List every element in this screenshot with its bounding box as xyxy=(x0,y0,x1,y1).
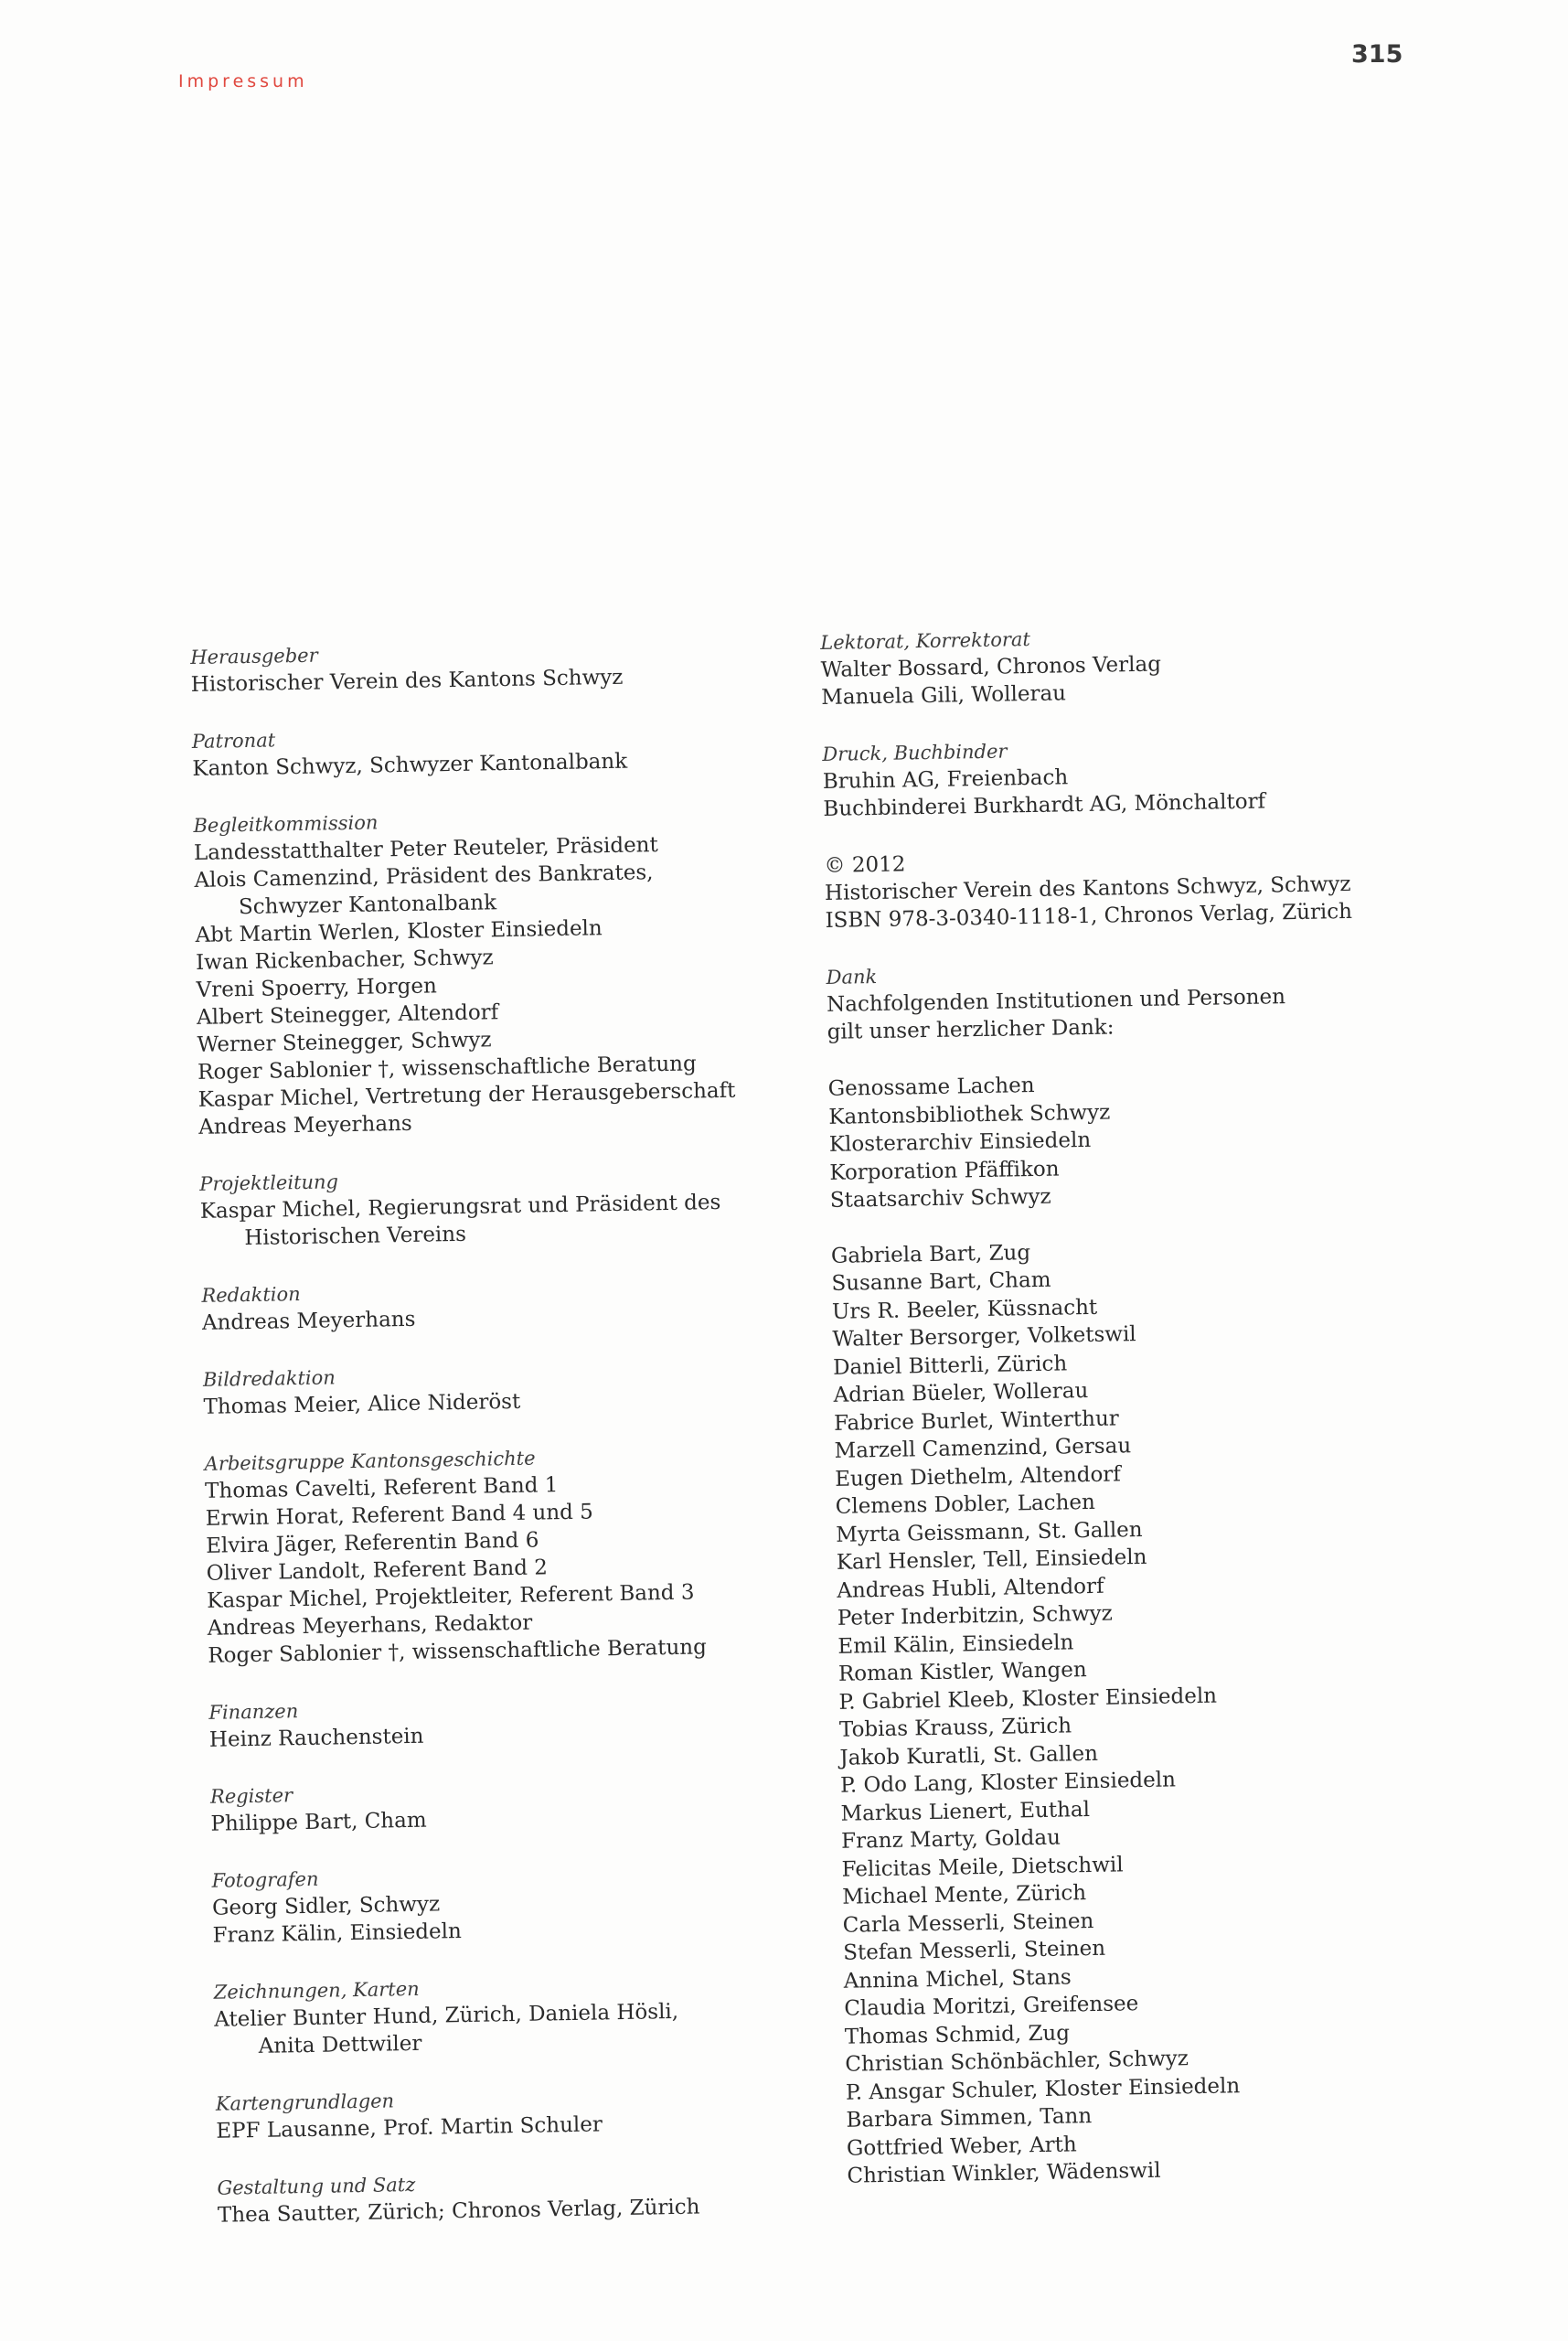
list-item: Markus Lienert, Euthal xyxy=(840,1797,1091,1826)
block-heading: Gestaltung und Satz xyxy=(217,2173,416,2199)
list-item: Kantonsbibliothek Schwyz xyxy=(828,1100,1111,1129)
block-line: Philippe Bart, Cham xyxy=(210,1808,427,1836)
block-heading: Herausgeber xyxy=(190,644,318,668)
list-item: Claudia Moritzi, Greifensee xyxy=(844,1992,1139,2021)
list-item: Andreas Hubli, Altendorf xyxy=(837,1574,1104,1603)
list-item: Eugen Diethelm, Altendorf xyxy=(834,1461,1122,1491)
block-heading: Fotografen xyxy=(211,1867,319,1892)
block-arbeitsgruppe xyxy=(204,1440,793,1670)
block-line: Andreas Meyerhans xyxy=(201,1307,416,1335)
list-item: Klosterarchiv Einsiedeln xyxy=(828,1128,1092,1157)
list-item: Gabriela Bart, Zug xyxy=(830,1240,1031,1268)
block-lektorat xyxy=(820,619,1406,711)
block-heading: Bildredaktion xyxy=(202,1366,336,1391)
block-line: Atelier Bunter Hund, Zürich, Daniela Hösli, xyxy=(214,1999,679,2032)
block-line: Manuela Gili, Wollerau xyxy=(821,681,1067,710)
list-item: Jakob Kuratli, St. Gallen xyxy=(839,1741,1099,1770)
block-register xyxy=(210,1773,796,1838)
list-item: P. Ansgar Schuler, Kloster Einsiedeln xyxy=(845,2073,1241,2105)
block-line: Landesstatthalter Peter Reuteler, Präsident xyxy=(193,833,658,865)
list-item: Peter Inderbitzin, Schwyz xyxy=(837,1601,1113,1630)
list-item: Genossame Lachen xyxy=(827,1073,1035,1101)
block-line: Historischen Vereins xyxy=(244,1222,467,1251)
list-item: P. Gabriel Kleeb, Kloster Einsiedeln xyxy=(838,1684,1218,1715)
list-item: Felicitas Meile, Dietschwil xyxy=(841,1852,1124,1882)
block-line: Roger Sablonier †, wissenschaftliche Beratung xyxy=(197,1052,697,1085)
block-line: Albert Steinegger, Altendorf xyxy=(196,1000,499,1030)
block-fotografen xyxy=(211,1857,797,1950)
block-line: Heinz Rauchenstein xyxy=(208,1724,424,1752)
list-item: Myrta Geissmann, St. Gallen xyxy=(836,1517,1143,1547)
block-line: Oliver Landolt, Referent Band 2 xyxy=(206,1555,549,1586)
list-item: Annina Michel, Stans xyxy=(843,1964,1072,1994)
right-column xyxy=(820,619,1433,2218)
section-label: Impressum xyxy=(178,71,308,91)
block-patronat xyxy=(192,718,778,783)
block-heading: Arbeitsgruppe Kantonsgeschichte xyxy=(204,1447,536,1475)
block-heading: Dank xyxy=(826,965,878,989)
person-list xyxy=(831,1232,1433,2190)
block-gestaltung xyxy=(217,2165,803,2229)
list-item: Thomas Schmid, Zug xyxy=(844,2020,1071,2049)
block-line: Abt Martin Werlen, Kloster Einsiedeln xyxy=(195,916,603,947)
block-line: Thea Sautter, Zürich; Chronos Verlag, Zürich xyxy=(217,2195,700,2228)
list-item: Susanne Bart, Cham xyxy=(831,1267,1051,1296)
block-heading: Patronat xyxy=(191,729,276,753)
list-item: Barbara Simmen, Tann xyxy=(846,2104,1093,2133)
block-dank xyxy=(826,954,1412,1046)
list-item: Christian Schönbächler, Schwyz xyxy=(845,2047,1189,2077)
block-line: Vreni Spoerry, Horgen xyxy=(196,974,438,1002)
block-line: Georg Sidler, Schwyz xyxy=(211,1892,441,1920)
block-herausgeber xyxy=(190,634,776,699)
page-number: 315 xyxy=(1351,40,1403,69)
block-line: Nachfolgenden Institutionen und Personen xyxy=(826,985,1286,1017)
block-line: Historischer Verein des Kantons Schwyz, Schwyz xyxy=(824,871,1351,905)
block-line: Thomas Meier, Alice Nideröst xyxy=(203,1389,521,1419)
block-finanzen xyxy=(208,1689,795,1754)
block-zeichnungen xyxy=(213,1969,799,2061)
block-heading: Redaktion xyxy=(201,1283,301,1307)
institution-list xyxy=(828,1065,1416,1215)
block-line: Kanton Schwyz, Schwyzer Kantonalbank xyxy=(192,749,628,781)
block-line: Walter Bossard, Chronos Verlag xyxy=(820,652,1162,682)
list-item: Emil Kälin, Einsiedeln xyxy=(837,1630,1074,1659)
list-item: Walter Bersorger, Volketswil xyxy=(832,1322,1136,1352)
list-item: Karl Hensler, Tell, Einsiedeln xyxy=(836,1545,1147,1575)
block-line: Schwyzer Kantonalbank xyxy=(238,891,497,920)
block-line: Historischer Verein des Kantons Schwyz xyxy=(190,665,624,697)
block-begleitkommission xyxy=(193,802,784,1141)
list-item: Stefan Messerli, Steinen xyxy=(843,1936,1106,1965)
list-item: Franz Marty, Goldau xyxy=(840,1825,1061,1854)
list-item: Christian Winkler, Wädenswil xyxy=(847,2158,1161,2188)
list-item: Korporation Pfäffikon xyxy=(829,1157,1060,1185)
block-line: Iwan Rickenbacher, Schwyz xyxy=(195,946,494,975)
block-druck xyxy=(822,731,1408,823)
block-line: Anita Dettwiler xyxy=(258,2031,422,2058)
block-heading: Zeichnungen, Karten xyxy=(213,1977,420,2004)
block-heading: Begleitkommission xyxy=(193,811,379,837)
block-heading: Projektleitung xyxy=(199,1170,339,1195)
block-projektleitung xyxy=(199,1160,785,1253)
block-line: Bruhin AG, Freienbach xyxy=(822,765,1069,794)
list-item: Tobias Krauss, Zürich xyxy=(838,1714,1072,1742)
block-line: Werner Steinegger, Schwyz xyxy=(197,1028,492,1057)
block-line: Kaspar Michel, Projektleiter, Referent Band 3 xyxy=(207,1580,695,1613)
block-heading: Lektorat, Korrektorat xyxy=(820,627,1031,654)
block-line: Andreas Meyerhans xyxy=(198,1111,412,1139)
block-kartengrundlagen xyxy=(216,2080,802,2145)
block-line: EPF Lausanne, Prof. Martin Schuler xyxy=(216,2112,603,2143)
block-bildredaktion xyxy=(203,1356,789,1421)
left-column xyxy=(190,634,804,2259)
list-item: P. Odo Lang, Kloster Einsiedeln xyxy=(839,1768,1177,1798)
block-line: Buchbinderei Burkhardt AG, Mönchaltorf xyxy=(823,789,1266,821)
block-heading: Register xyxy=(209,1784,293,1808)
block-heading: Kartengrundlagen xyxy=(215,2090,395,2115)
list-item: Gottfried Weber, Arth xyxy=(846,2132,1077,2161)
isbn-line: ISBN 978-3-0340-1118-1, Chronos Verlag, Zürich xyxy=(825,899,1353,933)
block-line: gilt unser herzlicher Dank: xyxy=(827,1015,1115,1044)
list-item: Daniel Bitterli, Zürich xyxy=(832,1351,1068,1380)
block-line: Thomas Cavelti, Referent Band 1 xyxy=(204,1473,559,1503)
block-line: Kaspar Michel, Vertretung der Herausgeberschaft xyxy=(197,1078,736,1112)
block-copyright xyxy=(824,842,1410,935)
block-line: Alois Camenzind, Präsident des Bankrates, xyxy=(194,861,654,893)
copyright-line: © 2012 xyxy=(824,852,906,878)
block-heading: Druck, Buchbinder xyxy=(822,740,1008,765)
list-item: Michael Mente, Zürich xyxy=(841,1881,1087,1909)
block-line: Elvira Jäger, Referentin Band 6 xyxy=(205,1528,539,1558)
block-redaktion xyxy=(201,1272,787,1337)
block-line: Kaspar Michel, Regierungsrat und Präsident des xyxy=(199,1190,721,1224)
list-item: Carla Messerli, Steinen xyxy=(842,1908,1094,1938)
list-item: Marzell Camenzind, Gersau xyxy=(834,1434,1132,1463)
list-item: Adrian Büeler, Wollerau xyxy=(833,1379,1089,1407)
block-line: Erwin Horat, Referent Band 4 und 5 xyxy=(205,1500,594,1531)
block-heading: Finanzen xyxy=(208,1700,299,1724)
block-line: Andreas Meyerhans, Redaktor xyxy=(207,1610,533,1641)
list-item: Roman Kistler, Wangen xyxy=(837,1658,1087,1686)
list-item: Clemens Dobler, Lachen xyxy=(835,1490,1096,1519)
list-item: Staatsarchiv Schwyz xyxy=(829,1184,1051,1213)
block-line: Roger Sablonier †, wissenschaftliche Beratung xyxy=(208,1635,708,1668)
block-line: Franz Kälin, Einsiedeln xyxy=(212,1919,463,1948)
list-item: Urs R. Beeler, Küssnacht xyxy=(831,1295,1098,1324)
list-item: Fabrice Burlet, Winterthur xyxy=(833,1406,1119,1436)
